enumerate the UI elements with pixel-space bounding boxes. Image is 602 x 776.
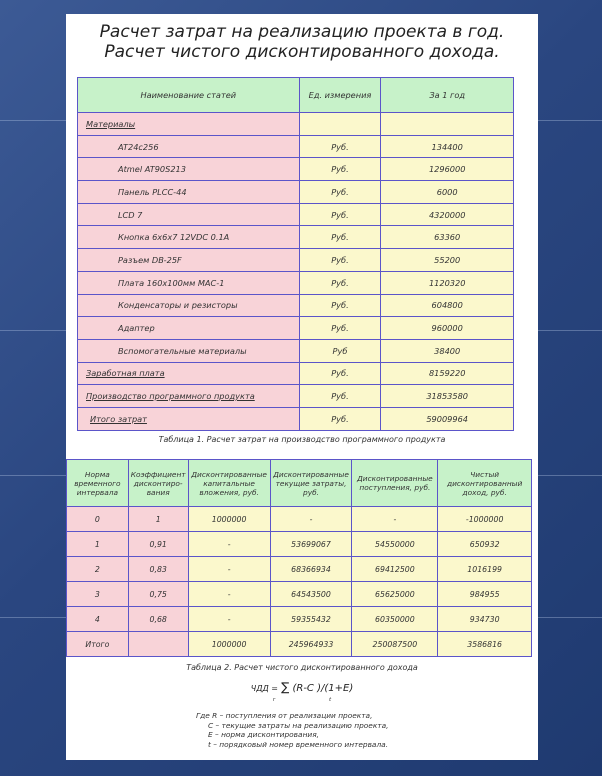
cost-item-name: Atmel AT90S213: [78, 158, 300, 181]
cost-item-unit: Руб.: [299, 181, 381, 204]
cost-item-unit: Руб.: [299, 271, 381, 294]
header-npv: Чистый дисконтированный доход, руб.: [438, 460, 532, 507]
npv-cell: 1000000: [188, 632, 270, 657]
cost-item-value: 4320000: [381, 203, 514, 226]
npv-cell: 3586816: [438, 632, 532, 657]
cost-row: [78, 181, 514, 204]
cost-item-name: Производство программного продукта: [78, 385, 300, 408]
legend-line: C – текущие затраты на реализацию проекта,: [208, 720, 389, 730]
formula-subscripts: [66, 697, 538, 703]
cost-row: [78, 271, 514, 294]
cost-item-unit: Руб.: [299, 362, 381, 385]
npv-cell: -: [188, 557, 270, 582]
npv-cell: -: [188, 582, 270, 607]
cost-item-unit: Руб.: [299, 135, 381, 158]
cost-item-value: 6000: [381, 181, 514, 204]
title-line-2: Расчет чистого дисконтированного дохода.: [104, 42, 500, 62]
npv-cell: 54550000: [352, 532, 438, 557]
cost-item-value: [381, 113, 514, 136]
cost-item-unit: Руб.: [299, 385, 381, 408]
cost-item-value: 31853580: [381, 385, 514, 408]
header-item-name: Наименование статей: [78, 78, 300, 113]
cost-item-name: Панель PLCC-44: [78, 181, 300, 204]
npv-cell: 1: [67, 532, 129, 557]
table2-caption: Таблица 2. Расчет чистого дисконтированного дохода: [186, 663, 418, 672]
npv-cell: 1000000: [188, 507, 270, 532]
formula-subscript-right: t: [329, 697, 332, 703]
cost-item-value: 1296000: [381, 158, 514, 181]
cost-item-value: 1120320: [381, 271, 514, 294]
costs-table: [77, 77, 514, 431]
npv-cell: 68366934: [270, 557, 352, 582]
npv-cell: 934730: [438, 607, 532, 632]
npv-cell: 1: [128, 507, 188, 532]
formula-legend: [196, 711, 389, 749]
cost-item-unit: Руб.: [299, 294, 381, 317]
cost-item-name: Разъем DB-25F: [78, 249, 300, 272]
header-interval: Норма временного интервала: [67, 460, 129, 507]
cost-item-name: Заработная плата: [78, 362, 300, 385]
header-discounted-capex: Дисконтированные капитальные вложения, руб.: [188, 460, 270, 507]
cost-item-value: 604800: [381, 294, 514, 317]
npv-formula: [66, 680, 538, 694]
cost-row: [78, 226, 514, 249]
header-discounted-income: Дисконтированные поступления, руб.: [352, 460, 438, 507]
header-unit: Ед. измерения: [299, 78, 381, 113]
cost-item-unit: Руб.: [299, 158, 381, 181]
cost-row: [78, 294, 514, 317]
cost-item-name: Материалы: [78, 113, 300, 136]
cost-item-name: Вспомогательные материалы: [78, 339, 300, 362]
npv-cell: -: [270, 507, 352, 532]
table1-caption: Таблица 1. Расчет затрат на производство программного продукта: [158, 435, 446, 444]
cost-item-value: 960000: [381, 317, 514, 340]
npv-cell: -: [188, 607, 270, 632]
npv-cell: 984955: [438, 582, 532, 607]
npv-cell: 64543500: [270, 582, 352, 607]
legend-line: t – порядковый номер временного интервала.: [208, 739, 389, 749]
npv-cell: 245964933: [270, 632, 352, 657]
npv-row: [67, 532, 532, 557]
npv-cell: -: [352, 507, 438, 532]
formula-lhs: ЧДД =: [250, 684, 278, 693]
cost-item-name: Конденсаторы и резисторы: [78, 294, 300, 317]
npv-row: [67, 582, 532, 607]
npv-cell: 53699067: [270, 532, 352, 557]
cost-item-name: LCD 7: [78, 203, 300, 226]
title-line-1: Расчет затрат на реализацию проекта в год.: [99, 22, 505, 42]
cost-item-unit: Руб.: [299, 407, 381, 430]
cost-item-value: 59009964: [381, 407, 514, 430]
npv-row: [67, 607, 532, 632]
cost-item-name: Адаптер: [78, 317, 300, 340]
npv-cell: 0,75: [128, 582, 188, 607]
cost-item-value: 134400: [381, 135, 514, 158]
cost-row: [78, 203, 514, 226]
npv-cell: Итого: [67, 632, 129, 657]
npv-cell: 1016199: [438, 557, 532, 582]
cost-item-unit: Руб.: [299, 226, 381, 249]
cost-item-unit: Руб.: [299, 317, 381, 340]
cost-item-name: AT24c256: [78, 135, 300, 158]
legend-line: E – норма дисконтирования,: [208, 730, 319, 739]
npv-table-header: [67, 460, 532, 507]
npv-cell: -: [188, 532, 270, 557]
npv-cell: 69412500: [352, 557, 438, 582]
npv-total-row: [67, 632, 532, 657]
header-discounted-costs: Дисконтированные текущие затраты, руб.: [270, 460, 352, 507]
cost-item-unit: [299, 113, 381, 136]
cost-row: [78, 317, 514, 340]
cost-row: [78, 362, 514, 385]
cost-item-name: Плата 160х100мм MAC-1: [78, 271, 300, 294]
formula-sum-symbol: ∑: [281, 680, 290, 694]
cost-row: [78, 249, 514, 272]
legend-line: Где R – поступления от реализации проекта,: [196, 711, 373, 720]
cost-row: [78, 113, 514, 136]
cost-row: [78, 407, 514, 430]
npv-cell: 250087500: [352, 632, 438, 657]
npv-table: [66, 459, 532, 657]
npv-cell: 60350000: [352, 607, 438, 632]
npv-cell: 2: [67, 557, 129, 582]
npv-cell: 0,91: [128, 532, 188, 557]
npv-cell: 650932: [438, 532, 532, 557]
npv-cell: 4: [67, 607, 129, 632]
header-discount-factor: Коэффициент дисконтиро-вания: [128, 460, 188, 507]
header-year: За 1 год: [381, 78, 514, 113]
npv-row: [67, 557, 532, 582]
document-page: [66, 14, 538, 760]
cost-item-unit: Руб.: [299, 249, 381, 272]
cost-item-unit: Руб.: [299, 203, 381, 226]
formula-subscript-left: г: [272, 697, 276, 703]
cost-item-value: 8159220: [381, 362, 514, 385]
cost-item-value: 55200: [381, 249, 514, 272]
cost-item-unit: Руб: [299, 339, 381, 362]
cost-row: [78, 339, 514, 362]
npv-cell: 0,68: [128, 607, 188, 632]
cost-item-name: Кнопка 6х6х7 12VDC 0.1A: [78, 226, 300, 249]
npv-cell: 0: [67, 507, 129, 532]
npv-cell: 0,83: [128, 557, 188, 582]
npv-cell: 3: [67, 582, 129, 607]
cost-item-value: 38400: [381, 339, 514, 362]
npv-cell: 59355432: [270, 607, 352, 632]
costs-table-header: [78, 78, 514, 113]
npv-cell: -1000000: [438, 507, 532, 532]
cost-row: [78, 385, 514, 408]
formula-body: (R-C )/(1+E): [292, 683, 354, 694]
npv-cell: [128, 632, 188, 657]
npv-cell: 65625000: [352, 582, 438, 607]
cost-row: [78, 158, 514, 181]
cost-item-value: 63360: [381, 226, 514, 249]
cost-item-name: Итого затрат: [78, 407, 300, 430]
cost-row: [78, 135, 514, 158]
npv-row: [67, 507, 532, 532]
